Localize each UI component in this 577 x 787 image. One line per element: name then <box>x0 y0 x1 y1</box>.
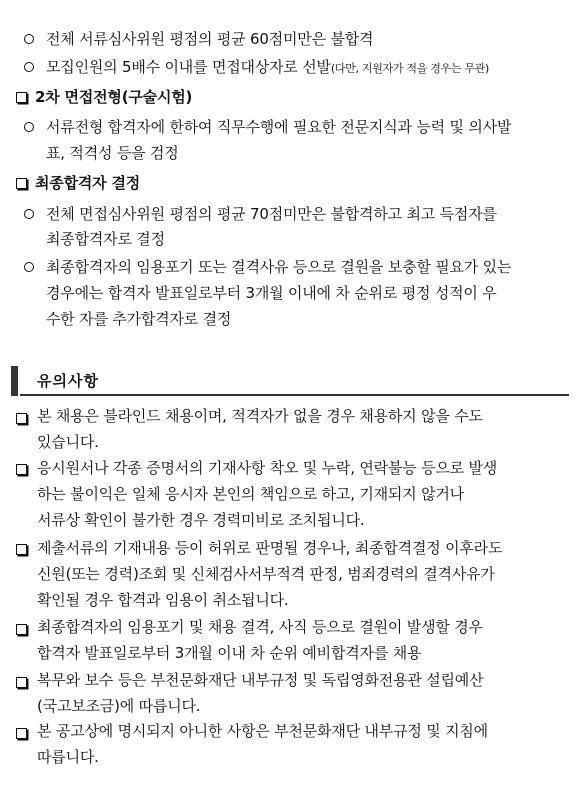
checkbox-bullet-icon <box>16 413 27 424</box>
criteria-document-score: 전체 서류심사위원 평점의 평균 60점미만은 불합격 <box>46 30 374 48</box>
additional-desc-line3: 수한 자를 추가합격자로 결정 <box>46 310 232 328</box>
section-marker-bar <box>11 366 18 396</box>
circle-bullet-icon <box>24 34 34 44</box>
notice-1-line2: 있습니다. <box>37 433 99 451</box>
circle-bullet-icon <box>24 62 34 72</box>
checkbox-bullet-icon <box>16 544 27 555</box>
notice-4-line2: 합격자 발표일로부터 3개월 이내 차 순위 예비합격자를 채용 <box>37 644 422 662</box>
notice-4-line1: 최종합격자의 임용포기 및 채용 결격, 사직 등으로 결원이 발생할 경우 <box>37 618 483 636</box>
notice-5-line2: (국고보조금)에 따릅니다. <box>37 697 201 715</box>
notice-3-line1: 제출서류의 기재내용 등이 허위로 판명될 경우나, 최종합격결정 이후라도 <box>37 539 503 557</box>
section-divider <box>20 394 569 396</box>
criteria-selection-count <box>46 57 489 79</box>
section-heading-interview: 2차 면접전형(구술시험) <box>35 88 193 106</box>
checkbox-bullet-icon <box>16 178 27 189</box>
checkbox-bullet-icon <box>16 677 27 688</box>
notice-3-line3: 확인될 경우 합격과 임용이 취소됩니다. <box>37 591 289 609</box>
final-desc-line1: 전체 면접심사위원 평점의 평균 70점미만은 불합격하고 최고 득점자를 <box>46 205 497 223</box>
notice-5-line1: 복무와 보수 등은 부천문화재단 내부규정 및 독립영화전용관 설립예산 <box>37 671 484 689</box>
notice-3-line2: 신원(또는 경력)조회 및 신체검사서부적격 판정, 범죄경력의 결격사유가 <box>37 565 495 583</box>
checkbox-bullet-icon <box>16 92 27 103</box>
criteria-selection-note: (다만, 지원자가 적을 경우는 무관) <box>330 62 490 75</box>
interview-desc-line1: 서류전형 합격자에 한하여 직무수행에 필요한 전문지식과 능력 및 의사발 <box>46 118 512 136</box>
circle-bullet-icon <box>24 122 34 132</box>
notice-6-line2: 따릅니다. <box>37 748 99 766</box>
checkbox-bullet-icon <box>16 624 27 635</box>
circle-bullet-icon <box>24 209 34 219</box>
notice-section-title: 유의사항 <box>37 372 99 390</box>
additional-desc-line1: 최종합격자의 임용포기 또는 결격사유 등으로 결원을 보충할 필요가 있는 <box>46 258 512 276</box>
additional-desc-line2: 경우에는 합격자 발표일로부터 3개월 이내에 차 순위로 평정 성적이 우 <box>46 284 497 302</box>
section-heading-final: 최종합격자 결정 <box>35 174 141 192</box>
notice-2-line2: 하는 불이익은 일체 응시자 본인의 책임으로 하고, 기재되지 않거나 <box>37 485 464 503</box>
circle-bullet-icon <box>24 262 34 272</box>
notice-1-line1: 본 채용은 블라인드 채용이며, 적격자가 없을 경우 채용하지 않을 수도 <box>37 407 483 425</box>
final-desc-line2: 최종합격자로 결정 <box>46 230 165 248</box>
criteria-selection-text: 모집인원의 5배수 이내를 면접대상자로 선발 <box>46 58 331 76</box>
notice-2-line1: 응시원서나 각종 증명서의 기재사항 착오 및 누락, 연락불능 등으로 발생 <box>37 459 498 477</box>
checkbox-bullet-icon <box>16 728 27 739</box>
checkbox-bullet-icon <box>16 464 27 475</box>
notice-6-line1: 본 공고상에 명시되지 아니한 사항은 부천문화재단 내부규정 및 지침에 <box>37 722 488 740</box>
interview-desc-line2: 표, 적격성 등을 검정 <box>46 144 179 162</box>
notice-2-line3: 서류상 확인이 불가한 경우 경력미비로 조치됩니다. <box>37 511 365 529</box>
